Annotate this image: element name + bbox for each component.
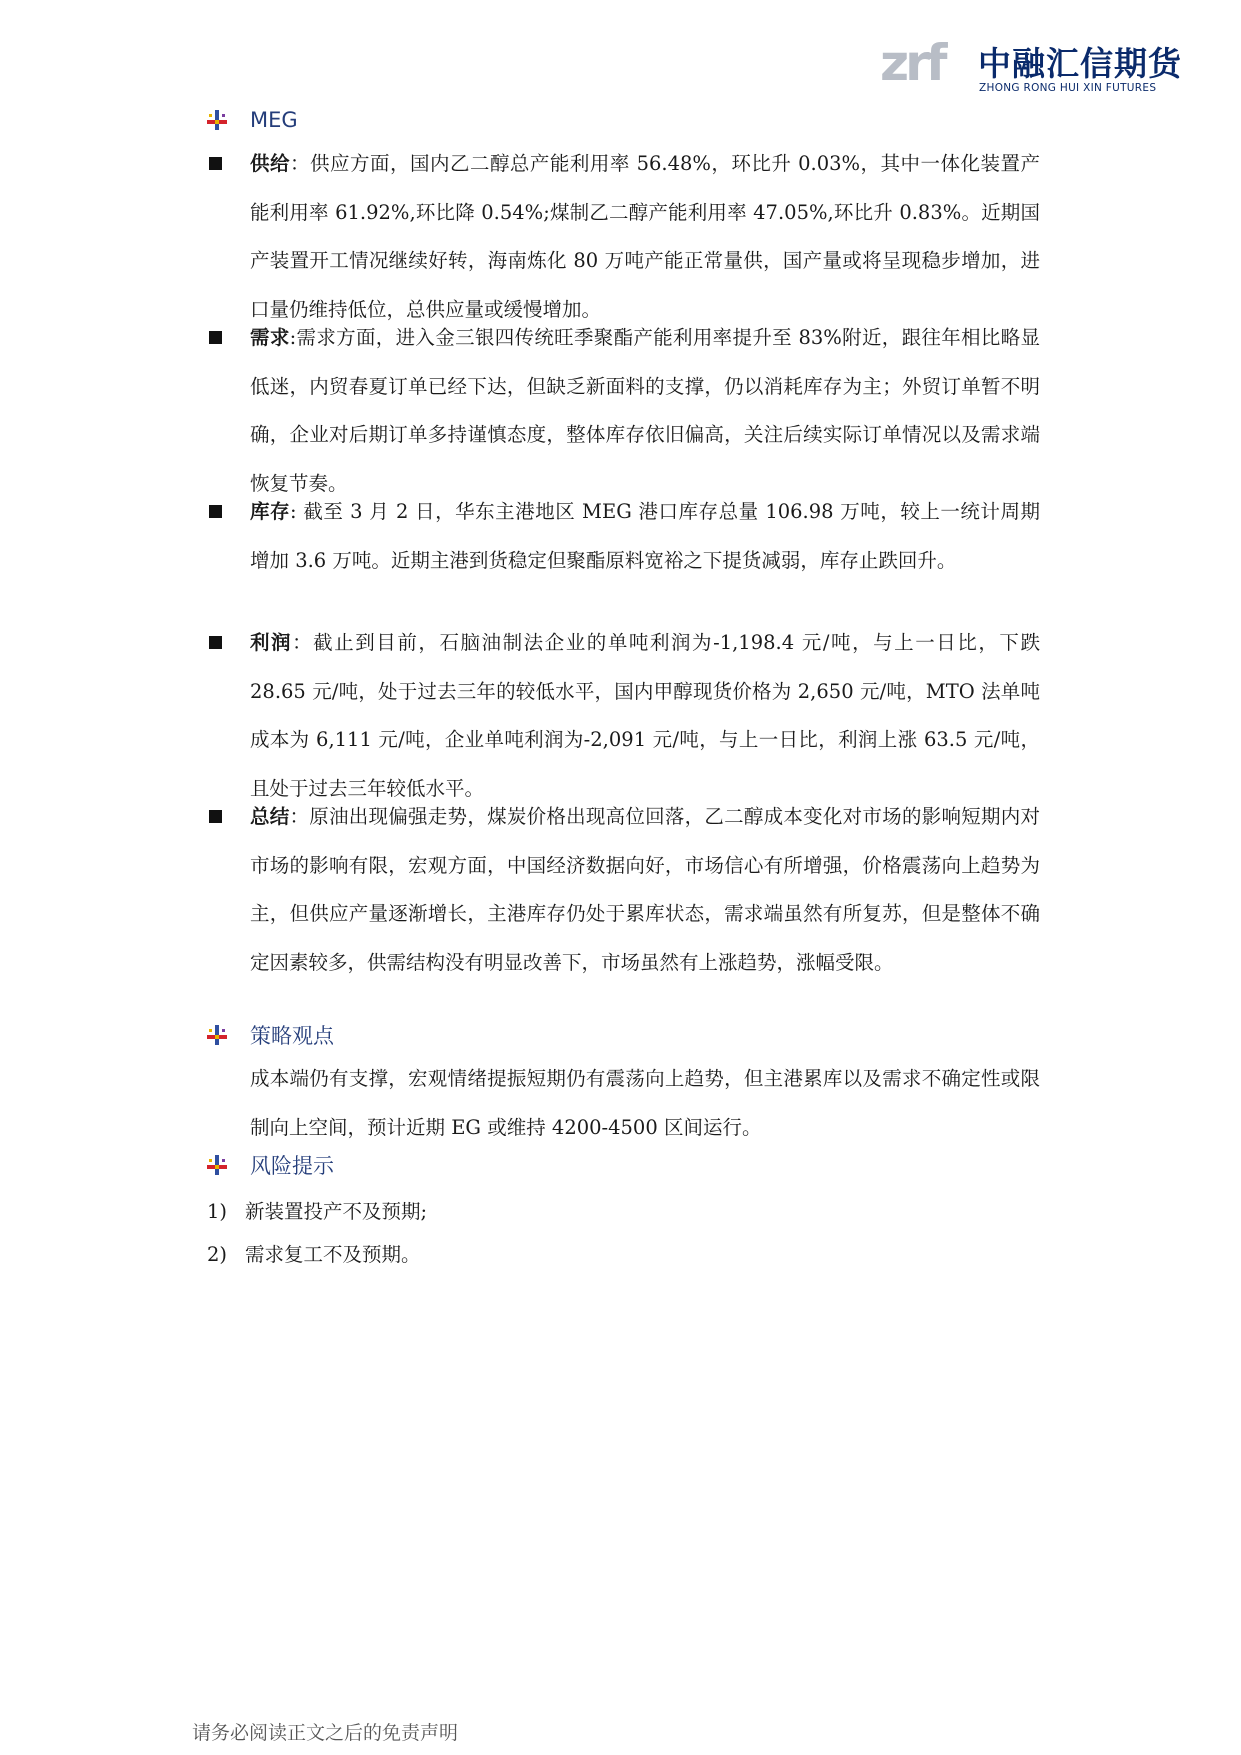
square-bullet-icon [209,636,222,649]
square-bullet-icon [209,810,222,823]
risk-number: 1) [207,1200,228,1223]
bullet-label: 利润 [250,631,293,654]
bullet-label: 供给 [250,152,290,175]
risk-text: 需求复工不及预期。 [245,1243,421,1266]
svg-text:zrf: zrf [880,34,944,92]
risk-item [207,1196,427,1228]
bullet-text: ：截止到目前，石脑油制法企业的单吨利润为-1,198.4 元/吨，与上一日比，下跌 28.65 元/吨，处于过去三年的较低水平，国内甲醇现货价格为 2,650 元/吨，MTO 法单吨成本为 6,111 元/吨，企业单吨利润为-2,091 元/吨，与上一日比，利润上涨 63.5 元/吨，且处于过去三年较低水平。 [250,631,1040,800]
risk-number: 2) [207,1243,228,1266]
risk-item [207,1239,421,1271]
cross-bullet-icon [206,109,228,131]
section-heading-meg [206,104,298,136]
risk-text: 新装置投产不及预期; [245,1200,428,1223]
square-bullet-icon [209,505,222,518]
bullet-label: 总结 [250,805,290,828]
bullet-text: :需求方面，进入金三银四传统旺季聚酯产能利用率提升至 83%附近，跟往年相比略显低迷，内贸春夏订单已经下达，但缺乏新面料的支撑，仍以消耗库存为主；外贸订单暂不明确，企业对后期订单多持谨慎态度，整体库存依旧偏高，关注后续实际订单情况以及需求端恢复节奏。 [250,326,1040,495]
cross-bullet-icon [206,1154,228,1176]
section-heading-strategy [206,1019,334,1051]
section-title: 风险提示 [250,1154,334,1178]
section-title: 策略观点 [250,1024,334,1048]
strategy-text: 成本端仍有支撑，宏观情绪提振短期仍有震荡向上趋势，但主港累库以及需求不确定性或限制向上空间，预计近期 EG 或维持 4200-4500 区间运行。 [250,1067,1040,1139]
bullet-profit [206,619,1040,813]
logo-text-cn: 中融汇信期货 [978,44,1182,83]
company-logo [880,28,1180,98]
bullet-supply [206,140,1040,334]
cross-bullet-icon [206,1024,228,1046]
zrf-logo-mark [880,28,976,96]
bullet-text: : 截至 3 月 2 日，华东主港地区 MEG 港口库存总量 106.98 万吨，较上一统计周期增加 3.6 万吨。近期主港到货稳定但聚酯原料宽裕之下提货减弱，库存止跌回升。 [250,500,1040,572]
bullet-inventory [206,488,1040,585]
bullet-text: ：原油出现偏强走势，煤炭价格出现高位回落，乙二醇成本变化对市场的影响短期内对市场的影响有限，宏观方面，中国经济数据向好，市场信心有所增强，价格震荡向上趋势为主，但供应产量逐渐增长，主港库存仍处于累库状态，需求端虽然有所复苏，但是整体不确定因素较多，供需结构没有明显改善下，市场虽然有上涨趋势，涨幅受限。 [250,805,1040,974]
square-bullet-icon [209,157,222,170]
square-bullet-icon [209,331,222,344]
section-title: MEG [250,108,298,132]
section-heading-risk [206,1149,334,1181]
bullet-demand [206,314,1040,508]
bullet-text: ：供应方面，国内乙二醇总产能利用率 56.48%，环比升 0.03%，其中一体化装置产能利用率 61.92%,环比降 0.54%;煤制乙二醇产能利用率 47.05%,环比升 0.83%。近期国产装置开工情况继续好转，海南炼化 80 万吨产能正常量供，国产量或将呈现稳步增加，进口量仍维持低位，总供应量或缓慢增加。 [250,152,1040,321]
bullet-label: 库存 [250,500,291,523]
footer-disclaimer: 请务必阅读正文之后的免责声明 [192,1722,459,1744]
bullet-summary [206,793,1040,987]
bullet-label: 需求 [250,326,290,349]
logo-text-en: ZHONG RONG HUI XIN FUTURES [979,82,1157,94]
